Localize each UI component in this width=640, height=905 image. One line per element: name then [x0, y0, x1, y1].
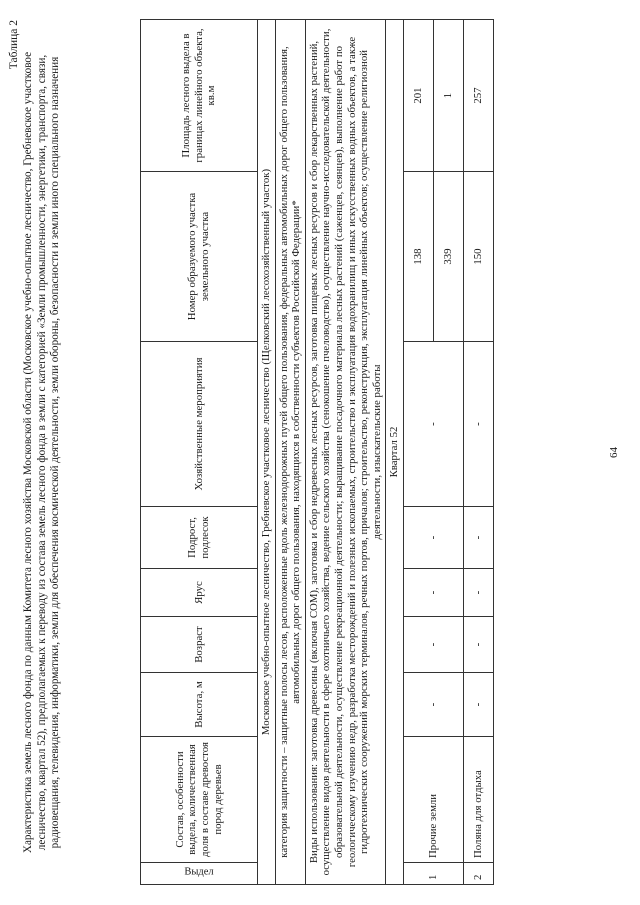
table-heading: Характеристика земель лесного фонда по данным Комитета лесного хозяйства Московской области (Московское учебно-опытное лесничество, Гребневское участковое лесничество, квартал 52), предполагаемых к переводу из состава земель лесного фонда в земли с категорией «Земли промышленности, энергетики, транспорта, связи, радиовещания, телевидения, информатики, земли для обеспечения космической деятельности, земли обороны, безопасности и земли иного специального назначения: [22, 51, 62, 854]
row-tier: -: [403, 569, 463, 617]
row-plot-number: 339: [433, 172, 463, 342]
header-height: Высота, м: [141, 673, 258, 737]
row-area: 1: [433, 20, 463, 172]
row-age: -: [403, 617, 463, 673]
row-age: -: [463, 617, 493, 673]
row-area: 201: [403, 20, 433, 172]
row-vydel: 1: [403, 863, 463, 885]
header-undergrowth: Подрост, подлесок: [141, 507, 258, 569]
forest-land-table: [140, 19, 494, 885]
quarter-label: Квартал 52: [386, 20, 404, 885]
category-row: [275, 20, 305, 885]
usage-row: [305, 20, 386, 885]
forestry-line: Московское учебно-опытное лесничество, Гребневское участковое лесничество (Щелковский лесохозяйственный участок): [258, 20, 276, 885]
row-activities: -: [403, 342, 463, 507]
header-row: [141, 20, 258, 885]
header-plot-number: Номер образуемого участка земельного участка: [141, 172, 258, 342]
header-vydel-text: Выдел: [184, 867, 214, 879]
row-name: Поляна для отдыха: [463, 737, 493, 863]
quarter-row: [386, 20, 404, 885]
header-tier: Ярус: [141, 569, 258, 617]
header-area: Площадь лесного выдела в границах линейного объекта, кв.м: [141, 20, 258, 172]
row-undergrowth: -: [403, 507, 463, 569]
row-plot-number: 138: [403, 172, 433, 342]
header-vydel: [141, 863, 258, 885]
row-height: -: [463, 673, 493, 737]
row-name: Прочие земли: [403, 737, 463, 863]
row-vydel: 2: [463, 863, 493, 885]
forestry-row: [258, 20, 276, 885]
header-age: Возраст: [141, 617, 258, 673]
row-height: -: [403, 673, 463, 737]
row-area: 257: [463, 20, 493, 172]
table-row: [463, 20, 493, 885]
row-undergrowth: -: [463, 507, 493, 569]
table-row: [403, 20, 433, 885]
page-number: 64: [608, 447, 620, 458]
row-activities: -: [463, 342, 493, 507]
table-label: Таблица 2: [8, 20, 20, 70]
row-tier: -: [463, 569, 493, 617]
category-line: категория защитности – защитные полосы лесов, расположенные вдоль железнодорожных путей общего пользования, федеральных автомобильных дорог общего пользования, автомобильных дорог общего пользования, находящихся в собственности субъектов Российской Федерации*: [275, 20, 305, 885]
header-activities: Хозяйственные мероприятия: [141, 342, 258, 507]
row-plot-number: 150: [463, 172, 493, 342]
usage-line: Виды использования: заготовка древесины (включая СОМ), заготовка и сбор недревесных лесных ресурсов, заготовка пищевых лесных ресурсов и сбор лекарственных растений, осуществление видов деятельности в сфере охотничьего хозяйства, ведение сельского хозяйства (сенокошение пчеловодство), осуществление научно-исследовательской деятельности, образовательной деятельности, осуществление рекреационной деятельности; выращивание посадочного материала лесных растений (саженцев, сеянцев), выполнение работ по геологическому изучению недр, разработка месторождений и полезных ископаемых, строительство и эксплуатация водохранилищ и иных искусственных водных объектов, а также гидротехнических сооружений морских терминалов, речных портов, причалов; строительство, реконструкция, эксплуатация линейных объектов; осуществление религиозной деятельности, изыскательские работы: [305, 20, 386, 885]
header-composition: Состав, особенности выдела, количественная доля в составе древостоя пород деревьев: [141, 737, 258, 863]
